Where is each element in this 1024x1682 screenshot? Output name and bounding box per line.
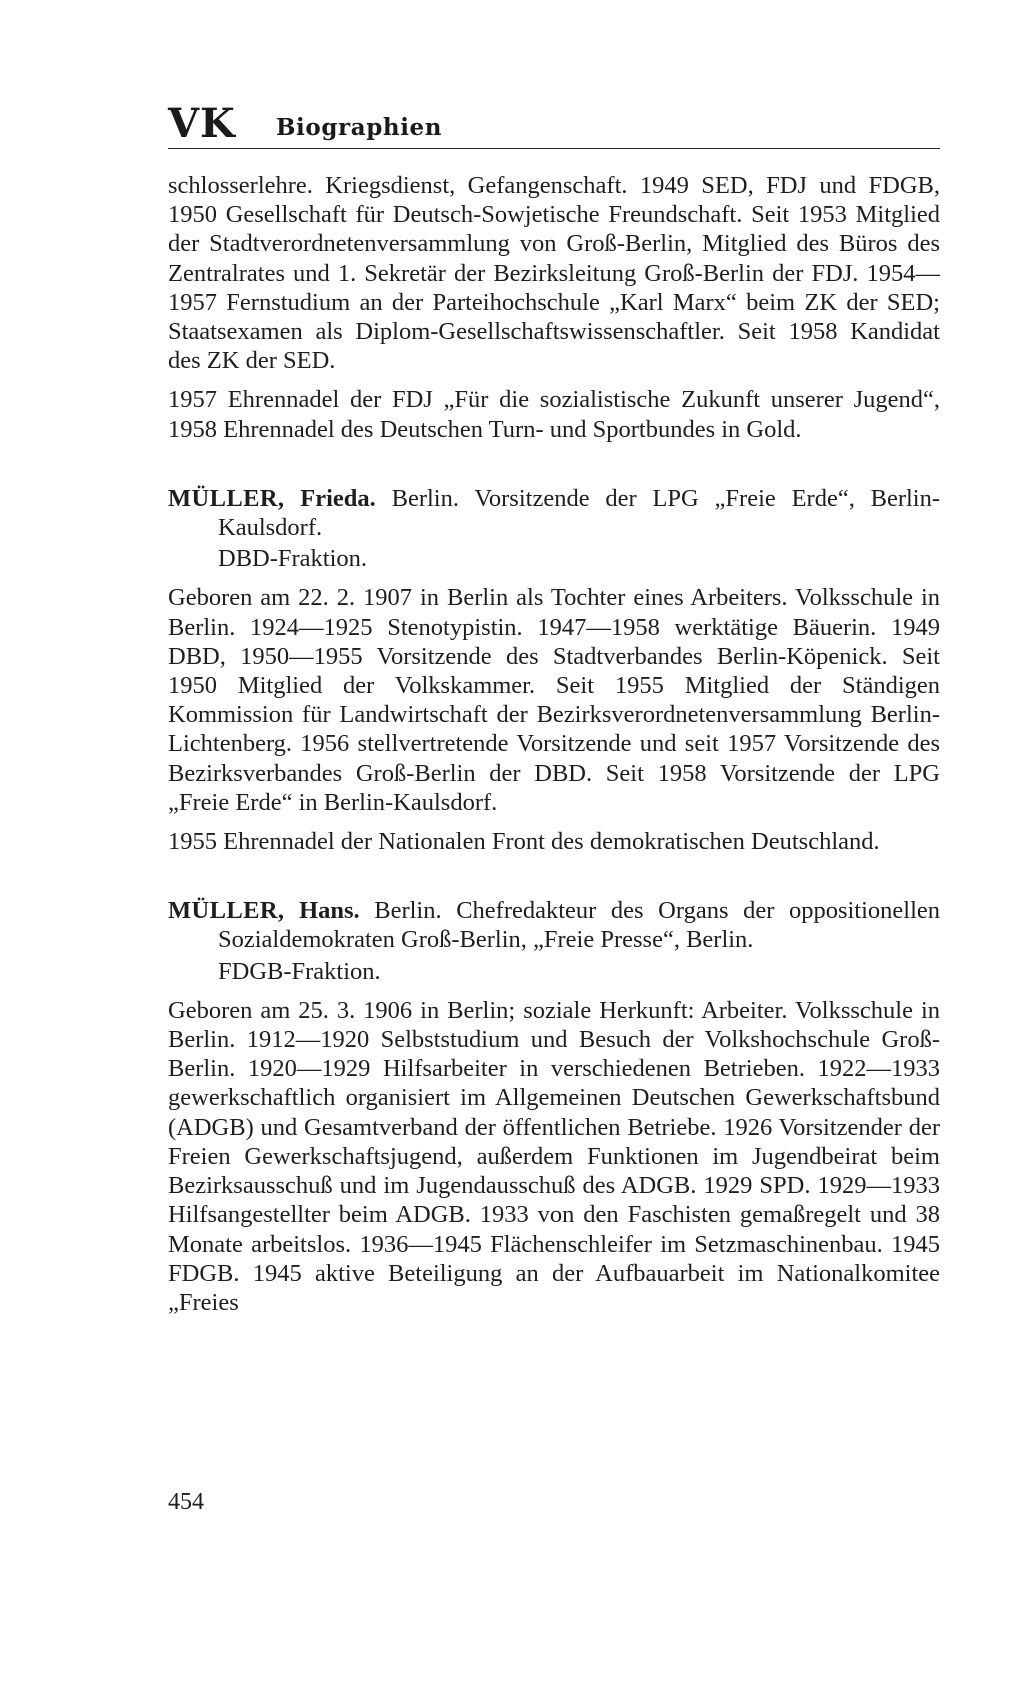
- entry-firstname: Hans.: [299, 897, 360, 925]
- entry-firstname: Frieda.: [300, 484, 376, 512]
- entry-fraction: DBD-Fraktion.: [218, 545, 368, 573]
- body-text: [168, 171, 940, 1317]
- entry-surname: MÜLLER,: [168, 897, 285, 925]
- entry-heading: [168, 484, 940, 542]
- book-page: [168, 96, 940, 1317]
- page-number: 454: [168, 1489, 204, 1515]
- entry-heading: [168, 896, 940, 954]
- continuation-awards-paragraph: 1957 Ehrennadel der FDJ „Für die sozialistische Zukunft unserer Jugend“, 1958 Ehrennadel des Deutschen Turn- und Sportbundes in Gold.: [168, 386, 940, 443]
- entry-bio-paragraph: Geboren am 22. 2. 1907 in Berlin als Tochter eines Arbeiters. Volksschule in Berlin. 1924—1925 Stenotypistin. 1947—1958 werktätige Bäuerin. 1949 DBD, 1950—1955 Vorsitzende des Stadtverbandes Berlin-Köpenick. Seit 1950 Mitglied der Volkskammer. Seit 1955 Mitglied der Ständigen Kommission für Landwirtschaft der Bezirksverordnetenversammlung Berlin-Lichtenberg. 1956 stellvertretende Vorsitzende und seit 1957 Vorsitzende des Bezirksverbandes Groß-Berlin der DBD. Seit 1958 Vorsitzende der LPG „Freie Erde“ in Berlin-Kaulsdorf.: [168, 584, 940, 816]
- continuation-bio-paragraph: schlosserlehre. Kriegsdienst, Gefangenschaft. 1949 SED, FDJ und FDGB, 1950 Gesellschaft für Deutsch-Sowjetische Freundschaft. Seit 1953 Mitglied der Stadtverordnetenversammlung von Groß-Berlin, Mitglied des Büros des Zentralrates und 1. Sekretär der Bezirksleitung Groß-Berlin der FDJ. 1954—1957 Fernstudium an der Parteihochschule „Karl Marx“ beim ZK der SED; Staatsexamen als Diplom-Gesellschaftswissenschaftler. Seit 1958 Kandidat des ZK der SED.: [168, 172, 940, 375]
- entry-fraction: FDGB-Fraktion.: [218, 957, 381, 985]
- entry-description: Berlin. Vorsitzende der LPG „Freie Erde“, Berlin-Kaulsdorf.: [218, 484, 941, 542]
- section-title: Biographien: [276, 114, 443, 141]
- entry-bio-paragraph: Geboren am 25. 3. 1906 in Berlin; soziale Herkunft: Arbeiter. Volksschule in Berlin. 1912—1920 Selbststudium und Besuch der Volkshochschule Groß-Berlin. 1920—1929 Hilfsarbeiter in verschiedenen Betrieben. 1922—1933 gewerkschaftlich organisiert im Allgemeinen Deutschen Gewerkschaftsbund (ADGB) und Gesamtverband der öffentlichen Betriebe. 1926 Vorsitzender der Freien Gewerkschaftsjugend, außerdem Funktionen im Jugendbeirat beim Bezirksausschuß und im Jugendausschuß des ADGB. 1929 SPD. 1929—1933 Hilfsangestellter beim ADGB. 1933 von den Faschisten gemaßregelt und 38 Monate arbeitslos. 1936—1945 Flächenschleifer im Setzmaschinenbau. 1945 FDGB. 1945 aktive Beteiligung an der Aufbauarbeit im Nationalkomitee „Freies: [168, 996, 940, 1316]
- publication-logo: VK: [168, 100, 236, 147]
- entry-surname: MÜLLER,: [168, 484, 285, 512]
- entry-description: Berlin. Chefredakteur des Organs der oppositionellen Sozialdemokraten Groß-Berlin, „Freie Presse“, Berlin.: [218, 897, 941, 954]
- running-header: [168, 96, 940, 149]
- entry-awards-paragraph: 1955 Ehrennadel der Nationalen Front des demokratischen Deutschland.: [168, 828, 880, 856]
